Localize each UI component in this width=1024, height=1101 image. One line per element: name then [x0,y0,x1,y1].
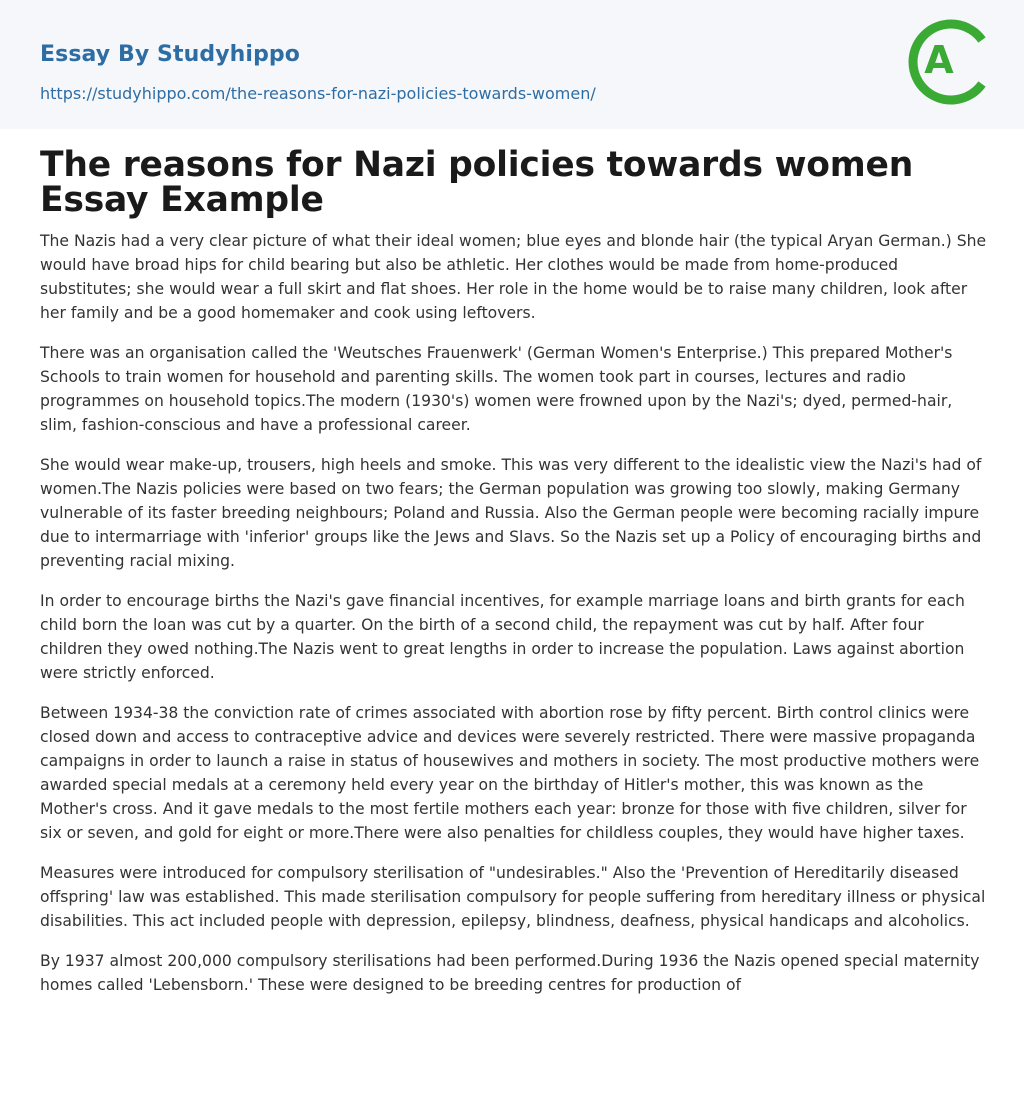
logo-letter: A [924,38,954,82]
paragraph: There was an organisation called the 'Weutsches Frauenwerk' (German Women's Enterprise.) This prepared Mother's Schools to train women for household and parenting skills. The women took part in courses, lectures and radio programmes on household topics.The modern (1930's) women were frowned upon by the Nazi's; dyed, permed-hair, slim, fashion-conscious and have a professional career. [40,344,953,434]
paragraph: She would wear make-up, trousers, high heels and smoke. This was very different to the idealistic view the Nazi's had of women.The Nazis policies were based on two fears; the German population was growing too slowly, making Germany vulnerable of its faster breeding neighbours; Poland and Russia. Also the German people were becoming racially impure due to intermarriage with 'inferior' groups like the Jews and Slavs. So the Nazis set up a Policy of encouraging births and preventing racial mixing. [40,456,982,570]
page-url-link[interactable]: https://studyhippo.com/the-reasons-for-nazi-policies-towards-women/ [40,84,596,103]
paragraph: In order to encourage births the Nazi's gave financial incentives, for example marriage loans and birth grants for each child born the loan was cut by a quarter. On the birth of a second child, the repayment was cut by half. After four children they owed nothing.The Nazis went to great lengths in order to increase the population. Laws against abortion were strictly enforced. [40,592,965,682]
paragraph: Between 1934-38 the conviction rate of crimes associated with abortion rose by fifty percent. Birth control clinics were closed down and access to contraceptive advice and devices were severely restricted. There were massive propaganda campaigns in order to launch a raise in status of housewives and mothers in society. The most productive mothers were awarded special medals at a ceremony held every year on the birthday of Hitler's mother, this was known as the Mother's cross. And it gave medals to the most fertile mothers each year: bronze for those with five children, silver for six or seven, and gold for eight or more.There were also penalties for childless couples, they would have higher taxes. [40,704,980,842]
paragraph: Measures were introduced for compulsory sterilisation of "undesirables." Also the 'Prevention of Hereditarily diseased offspring' law was established. This made sterilisation compulsory for people suffering from hereditary illness or physical disabilities. This act included people with depression, epilepsy, blindness, deafness, physical handicaps and alcoholics. [40,864,986,930]
paragraph: By 1937 almost 200,000 compulsory sterilisations had been performed.During 1936 the Nazis opened special maternity homes called 'Lebensborn.' These were designed to be breeding centres for production of [40,952,980,994]
essay-body [40,229,988,1013]
paragraph: The Nazis had a very clear picture of what their ideal women; blue eyes and blonde hair (the typical Aryan German.) She would have broad hips for child bearing but also be athletic. Her clothes would be made from home-produced substitutes; she would wear a full skirt and flat shoes. Her role in the home would be to raise many children, look after her family and be a good homemaker and cook using leftovers. [40,232,987,322]
studyhippo-logo-icon[interactable] [908,18,988,106]
site-header [0,0,1024,129]
page-title: The reasons for Nazi policies towards women Essay Example [40,145,914,220]
site-brand[interactable]: Essay By Studyhippo [40,42,300,67]
